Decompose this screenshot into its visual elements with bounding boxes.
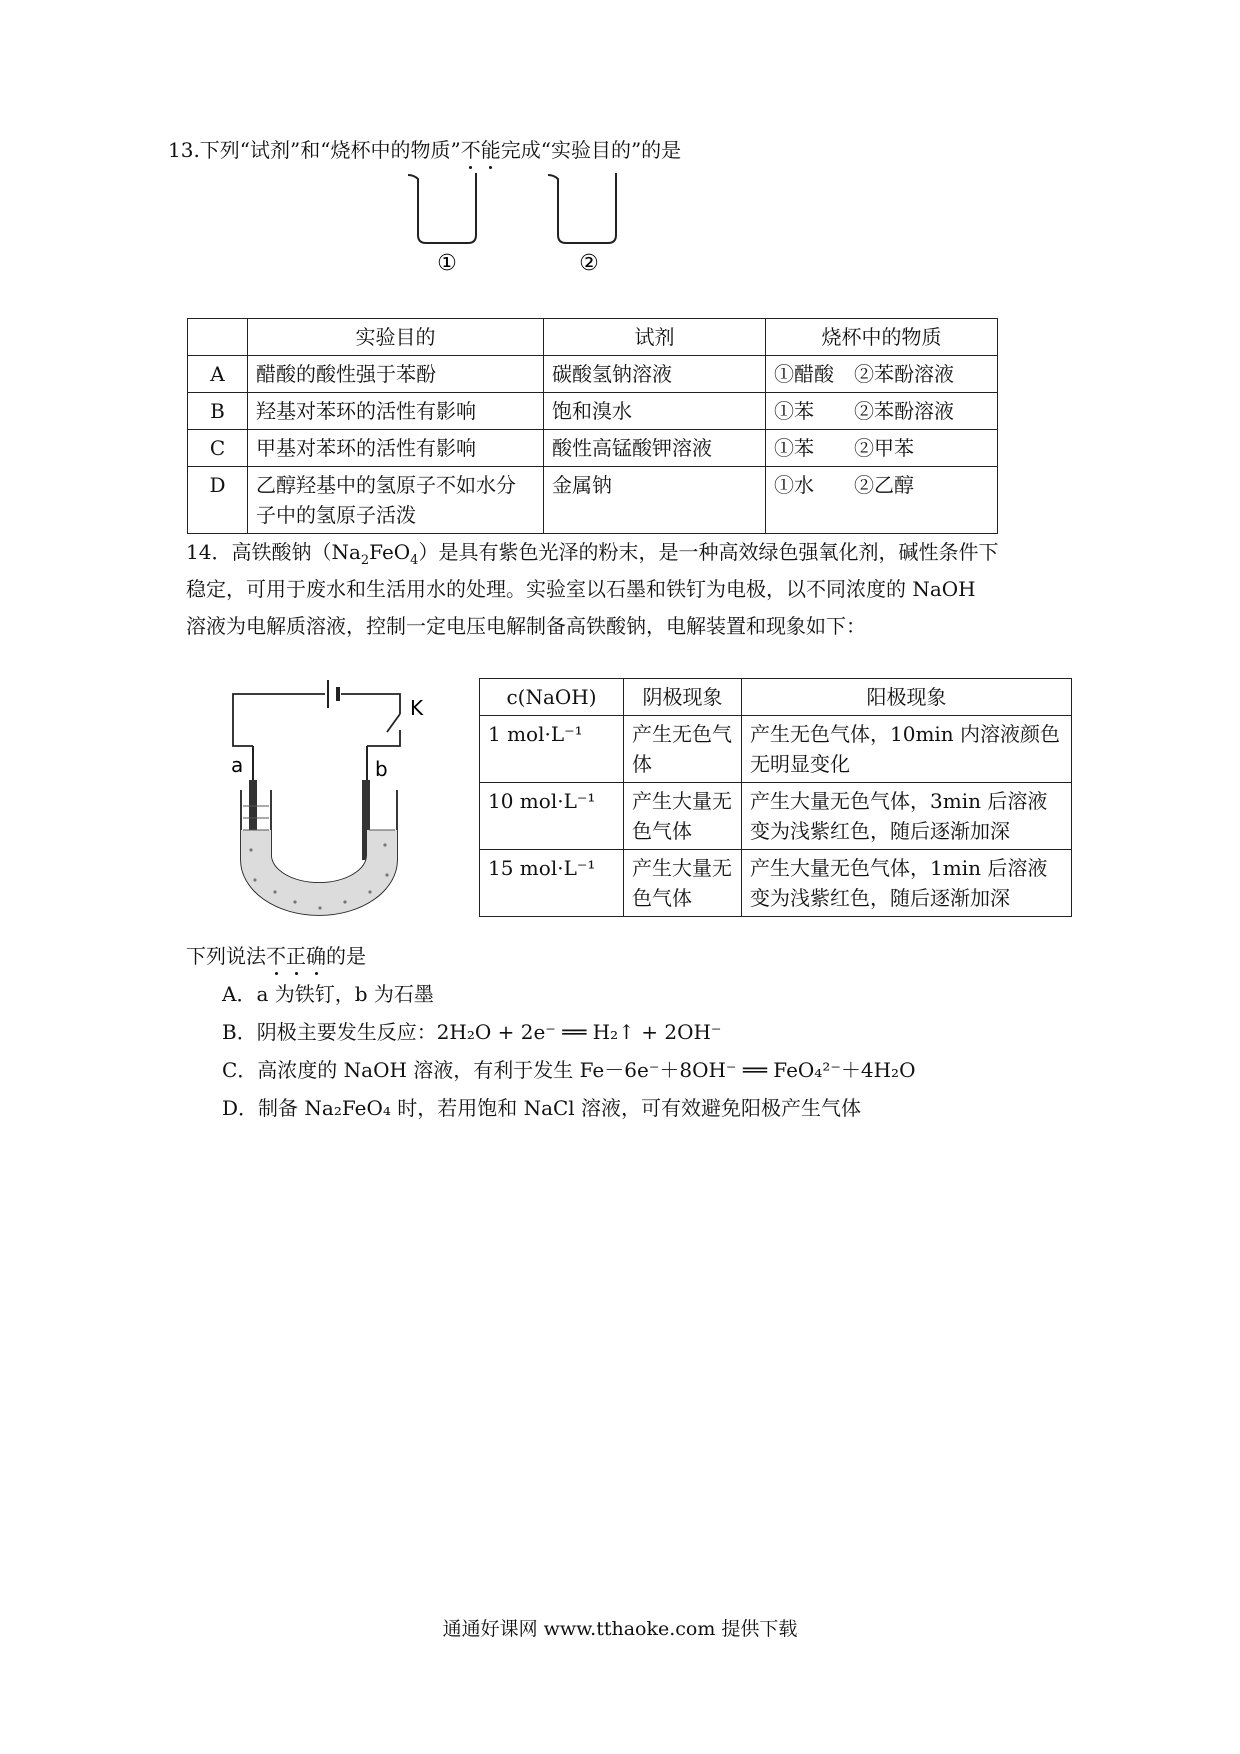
- table-row: C 甲基对苯环的活性有影响 酸性高锰酸钾溶液 ①苯 ②甲苯: [188, 430, 998, 467]
- option-c: C．高浓度的 NaOH 溶液，有利于发生 Fe－6e⁻＋8OH⁻ ══ FeO₄²⁻＋4H₂O: [222, 1058, 916, 1082]
- electrolysis-apparatus: [225, 680, 455, 920]
- q14-prompt: 下列说法不正确的是: [186, 944, 366, 968]
- q14-line-1: 14．高铁酸钠$(Na_2FeO_4)$是具有紫色光泽的粉末，是一种高效绿色强氧化剂，碱性条件下: [186, 540, 999, 568]
- q14-table: [479, 678, 1072, 917]
- q13-emphasis: 不能: [460, 138, 501, 162]
- table-row: 15 mol·L⁻¹ 产生大量无色气体 产生大量无色气体，1min 后溶液变为浅紫红色，随后逐渐加深: [480, 850, 1072, 917]
- option-d: D．制备 Na₂FeO₄ 时，若用饱和 NaCl 溶液，可有效避免阳极产生气体: [222, 1096, 862, 1120]
- emphasis-char: 正: [286, 944, 306, 968]
- table-header-row: c(NaOH) 阴极现象 阳极现象: [480, 679, 1072, 716]
- label-b: b: [375, 757, 388, 781]
- beaker-2: [548, 173, 616, 243]
- q14-line-3: 溶液为电解质溶液，控制一定电压电解制备高铁酸钠，电解装置和现象如下：: [186, 614, 866, 638]
- beaker-1-label: ①: [437, 251, 457, 276]
- table-header-row: 实验目的 试剂 烧杯中的物质: [188, 319, 998, 356]
- table-row: B 羟基对苯环的活性有影响 饱和溴水 ①苯 ②苯酚溶液: [188, 393, 998, 430]
- emphasis-char: 不: [266, 944, 286, 968]
- table-row: 10 mol·L⁻¹ 产生大量无色气体 产生大量无色气体，3min 后溶液变为浅紫红色，随后逐渐加深: [480, 783, 1072, 850]
- table-row: 1 mol·L⁻¹ 产生无色气体 产生无色气体，10min 内溶液颜色无明显变化: [480, 716, 1072, 783]
- q14-emphasis: [266, 944, 326, 968]
- beakers-figure: [400, 165, 640, 280]
- q14-line-2: 稳定，可用于废水和生活用水的处理。实验室以石墨和铁钉为电极，以不同浓度的 NaOH: [186, 577, 976, 601]
- switch-k: [387, 714, 400, 732]
- beaker-2-label: ②: [579, 251, 599, 276]
- q13-table: [187, 318, 998, 534]
- table-row: A 醋酸的酸性强于苯酚 碳酸氢钠溶液 ①醋酸 ②苯酚溶液: [188, 356, 998, 393]
- electrolyte-solution: [241, 830, 397, 915]
- label-k: K: [410, 696, 424, 720]
- page-footer: 通通好课网 www.tthaoke.com 提供下载: [442, 1618, 798, 1640]
- beaker-1: [408, 173, 476, 243]
- label-a: a: [231, 753, 244, 777]
- table-row: D 乙醇羟基中的氢原子不如水分子中的氢原子活泼 金属钠 ①水 ②乙醇: [188, 467, 998, 534]
- option-a: A．a 为铁钉，b 为石墨: [222, 982, 434, 1006]
- q13-stem: 13.下列“试剂”和“烧杯中的物质”不能完成“实验目的”的是: [168, 138, 682, 162]
- option-b: B．阴极主要发生反应：2H₂O + 2e⁻ ══ H₂↑ + 2OH⁻: [222, 1020, 722, 1044]
- emphasis-char: 确: [306, 944, 326, 968]
